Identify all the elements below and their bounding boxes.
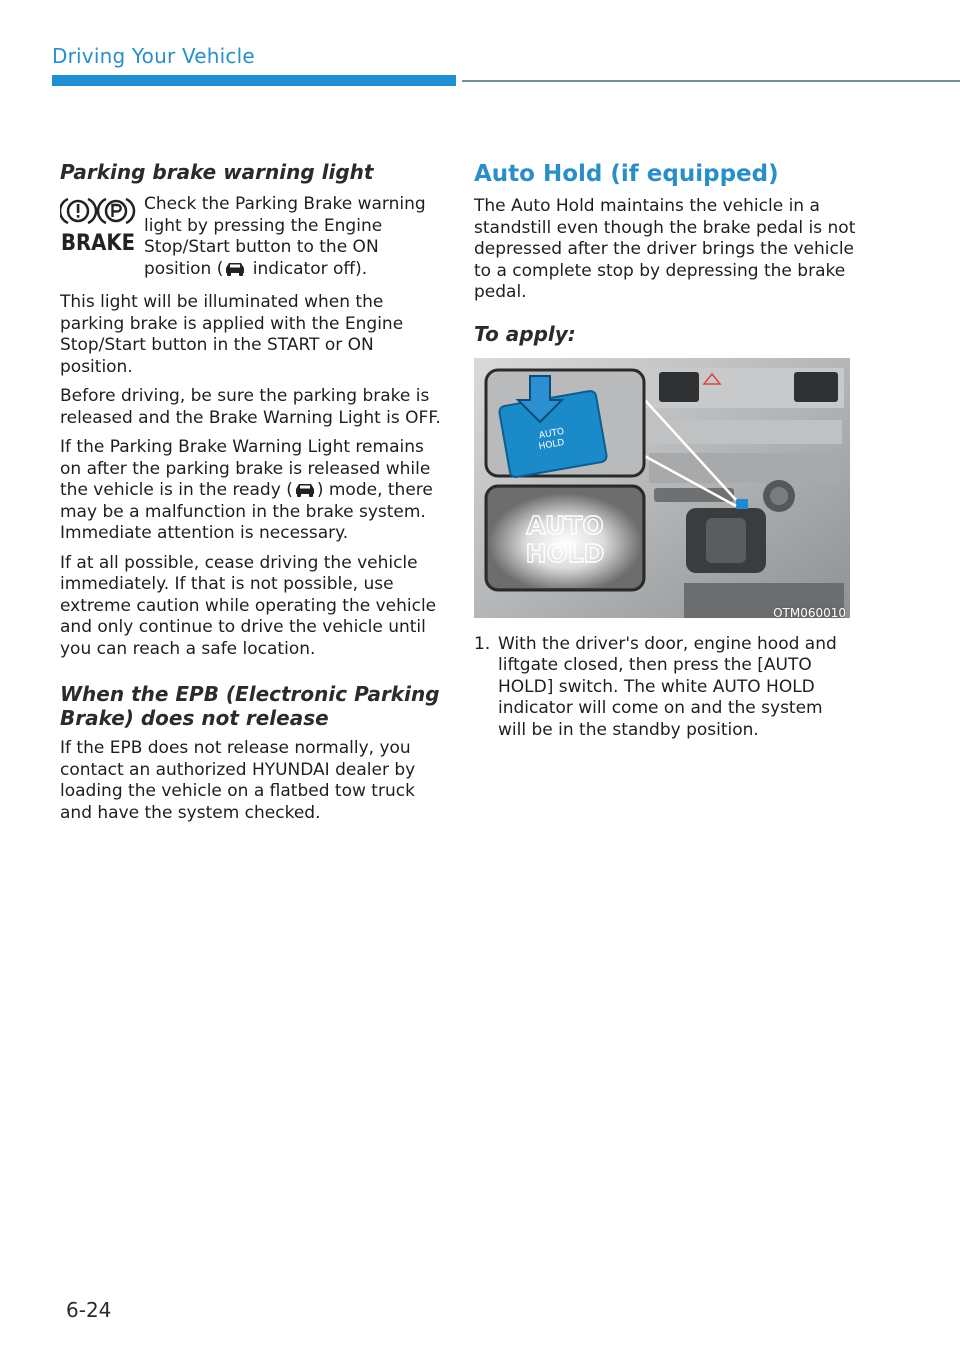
malfunction-text-b: ) mode, there may be a malfunction in the brake system. Immediate attention is necessary. (60, 480, 433, 543)
auto-hold-photo (474, 358, 850, 618)
list-item (474, 634, 856, 742)
paragraph-epb: If the EPB does not release normally, you contact an authorized HYUNDAI dealer by loading the vehicle on a flatbed tow truck and have the system checked. (60, 738, 416, 823)
paragraph-illuminated: This light will be illuminated when the parking brake is applied with the Engine Stop/Start button in the START or ON position. (60, 292, 404, 377)
right-column (474, 160, 856, 741)
to-apply-heading: To apply: (474, 321, 576, 346)
paragraph-before-driving: Before driving, be sure the parking brake is released and the Brake Warning Light is OFF. (60, 386, 441, 428)
brake-warning-intro (144, 194, 444, 280)
svg-text:HOLD: HOLD (538, 437, 566, 452)
auto-hold-heading: Auto Hold (if equipped) (474, 161, 779, 187)
ready-car-icon (223, 260, 247, 277)
brake-warning-row (60, 194, 444, 280)
brake-intro-text-a: Check the Parking Brake warning light by pressing the Engine Stop/Start button to the ON position ( (144, 194, 426, 279)
paragraph-cease-driving: If at all possible, cease driving the vehicle immediately. If that is not possible, use extreme caution while operating the vehicle and only continue to drive the vehicle until you can reach a safe location. (60, 552, 437, 659)
left-column (60, 160, 444, 832)
parking-brake-heading: Parking brake warning light (60, 160, 374, 184)
paragraph-auto-hold: The Auto Hold maintains the vehicle in a standstill even though the brake pedal is not depressed after the driver brings the vehicle to a complete stop by depressing the brake pedal. (474, 196, 856, 302)
header-title: Driving Your Vehicle (52, 44, 255, 68)
svg-text:AUTO: AUTO (538, 426, 565, 441)
ready-car-icon (293, 481, 317, 498)
step-number: 1. (474, 633, 491, 654)
svg-text:BRAKE: BRAKE (61, 231, 135, 254)
epb-heading: When the EPB (Electronic Parking Brake) does not release (60, 682, 440, 730)
svg-text:AUTO: AUTO (526, 510, 604, 540)
paragraph-malfunction (60, 437, 444, 545)
header-rule-thick (52, 75, 456, 86)
page-number: 6-24 (66, 1298, 112, 1322)
brake-warning-icon (60, 194, 136, 254)
steps-list (474, 634, 856, 742)
auto-hold-illustration (474, 358, 850, 618)
svg-text:HOLD: HOLD (525, 538, 605, 568)
step-text: With the driver's door, engine hood and liftgate closed, then press the [AUTO HOLD] switch. The white AUTO HOLD indicator will come on and the system will be in the standby position. (498, 633, 837, 740)
brake-intro-text-b: indicator off). (247, 258, 368, 279)
malfunction-text-a: If the Parking Brake Warning Light remains on after the parking brake is released while the vehicle is in the ready ( (60, 437, 431, 500)
header-rule-thin (462, 80, 960, 82)
photo-code: OTM060010 (773, 605, 846, 620)
